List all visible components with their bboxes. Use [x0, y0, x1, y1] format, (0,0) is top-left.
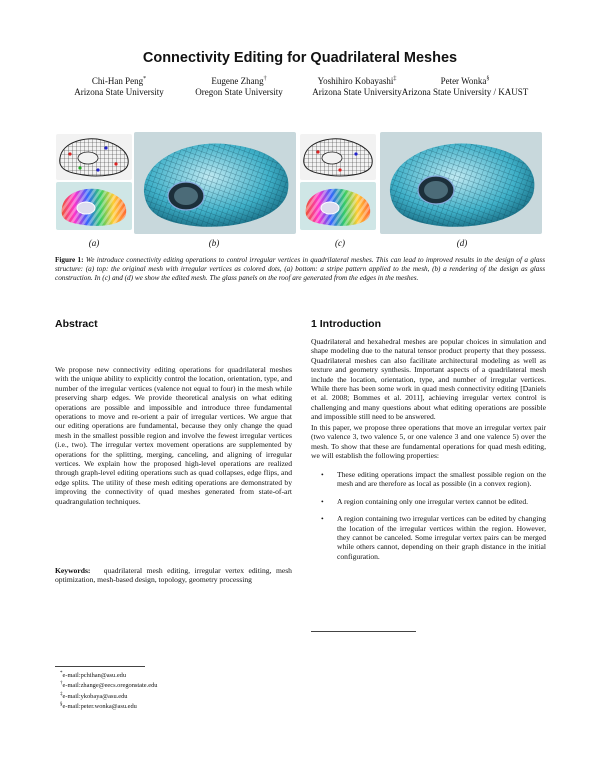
glass-rendering-image	[380, 132, 542, 234]
introduction-paragraph-1: Quadrilateral and hexahedral meshes are popular choices in simulation and shape modeling due to the natural tensor product property that they possess. Quadrilateral meshes can also facilitate architectural modeling as well as texture and geometry synthesis. Important aspects of a quadrilateral mesh include the location, orientation, type, and number of irregular vertices. While there has been some work in quad mesh connectivity editing [Daniels et al. 2008; Bommes et al. 2011], achieving irregular vertex control is challenging and many questions about what editing operations are possible and impossible still need to be answered.	[311, 337, 546, 422]
stripe-pattern-image	[300, 182, 376, 230]
author-affiliation: Arizona State University	[312, 87, 402, 97]
footnote-mark: §	[60, 701, 63, 707]
footnote-email: e-mail:pchihan@asu.edu	[62, 672, 127, 680]
list-item-text: A region containing two irregular vertices can be edited by changing the location of the irregular vertices within the region. However, they cannot be canceled. Some irregular vertex pairs can be merged while others cannot, depending on their graph distance in the initial configuration.	[337, 514, 546, 561]
figure-label-b: (b)	[208, 238, 220, 248]
list-item-text: A region containing only one irregular vertex cannot be edited.	[337, 496, 529, 506]
keywords-text: quadrilateral mesh editing, irregular vertex editing, mesh optimization, mesh-based design, topology, geometry processing	[55, 566, 292, 585]
caption-label: Figure 1:	[55, 256, 84, 264]
figure-label-c: (c)	[335, 238, 345, 248]
list-item	[311, 514, 546, 561]
footnote-mark: *	[60, 671, 63, 676]
list-item-text: These editing operations impact the smallest possible region on the mesh and are therefore as local as possible (in a convex region).	[337, 470, 546, 489]
author-block	[400, 74, 530, 98]
caption-text: We introduce connectivity editing operations to control irregular vertices in quadrilateral meshes. This can lead to improved results in the design of a glass structure: (a) top: the original mesh with irregular vertices as colored dots, (a) bottom: a stripe pattern applied to the mesh, (b) a rendering of the design as glass construction. In (c) and (d) we show the edited mesh. The glass panels on the roof are generated from the edges in the meshes.	[55, 256, 546, 283]
figure-label-a: (a)	[88, 238, 100, 248]
section-divider	[311, 631, 416, 632]
footnote	[60, 701, 300, 711]
footnote	[60, 691, 300, 701]
paper-title: Connectivity Editing for Quadrilateral Meshes	[142, 50, 458, 66]
author-affiliation: Oregon State University	[195, 87, 283, 97]
figure-panel-b	[134, 132, 296, 234]
abstract-text: We propose new connectivity editing operations for quadrilateral meshes with the unique ability to explicitly control the location, orientation, type, and number of the irregular vertices (valence not equal to four) in the mesh while preserving sharp edges. We provide theoretical analysis on what editing operations are possible and impossible and introduce three fundamental operations to move and re-orient a pair of irregular vertices. We argue that our editing operations are fundamental, because they only change the quad mesh in the smallest possible region and involve the fewest irregular vertices (i.e., two). The irregular vertex movement operations are supplemented by operations for the splitting, merging, canceling, and aligning of irregular vertices. We explain how the proposed high-level operations are realized through graph-level editing operations such as quad collapses, edge flips, and edge splits. The utility of these mesh editing operations are demonstrated by improving the connectivity of quad meshes generated from state-of-art quadrangulation techniques.	[55, 365, 292, 506]
abstract-heading: Abstract	[55, 318, 98, 330]
figure-panel-d	[380, 132, 542, 234]
stripe-pattern-image	[56, 182, 132, 230]
author-mark: †	[263, 76, 267, 82]
figure-label-d: (d)	[456, 238, 468, 248]
figure-panel-a-top	[56, 134, 132, 180]
properties-list	[311, 470, 546, 569]
figure-panel-a-bottom	[56, 182, 132, 230]
figure-panel-c-top	[300, 134, 376, 180]
footnote-mark: †	[60, 681, 63, 687]
author-mark: *	[143, 76, 147, 82]
figure-caption	[55, 256, 545, 284]
author-name: Chi-Han Peng	[91, 76, 144, 86]
author-affiliation: Arizona State University	[74, 87, 164, 97]
introduction-heading: 1 Introduction	[311, 318, 381, 330]
glass-rendering-image	[134, 132, 296, 234]
introduction-paragraph-2: In this paper, we propose three operations that move an irregular vertex pair (two valence 3, two valence 5, or one valence 3 and one valence 5) over the mesh. To show that these are fundamental operations for quad mesh editing, we will establish the following properties:	[311, 423, 546, 461]
author-name: Eugene Zhang	[211, 76, 264, 86]
keywords	[55, 566, 292, 585]
wireframe-mesh-image	[56, 134, 132, 180]
list-item	[311, 497, 546, 506]
author-affiliation: Arizona State University / KAUST	[401, 87, 529, 97]
footnote-email: e-mail:ykobaya@asu.edu	[62, 692, 128, 700]
footnote-email: e-mail:zhange@eecs.oregonstate.edu	[62, 682, 158, 690]
footnote-email: e-mail:peter.wonka@asu.edu	[62, 703, 137, 711]
bullet-glyph: •	[321, 514, 324, 524]
keywords-label: Keywords:	[55, 566, 91, 575]
footnote-divider	[55, 666, 145, 667]
wireframe-mesh-image	[300, 134, 376, 180]
list-item	[311, 470, 546, 489]
footnotes	[60, 670, 300, 711]
author-mark: §	[486, 76, 490, 82]
author-name: Peter Wonka	[440, 76, 487, 86]
footnote	[60, 680, 300, 690]
author-mark: ‡	[393, 76, 397, 82]
figure-panel-c-bottom	[300, 182, 376, 230]
bullet-glyph: •	[321, 470, 324, 479]
bullet-glyph: •	[321, 496, 324, 506]
author-name: Yoshihiro Kobayashi	[317, 76, 394, 86]
footnote-mark: ‡	[60, 691, 63, 697]
footnote	[60, 670, 300, 680]
